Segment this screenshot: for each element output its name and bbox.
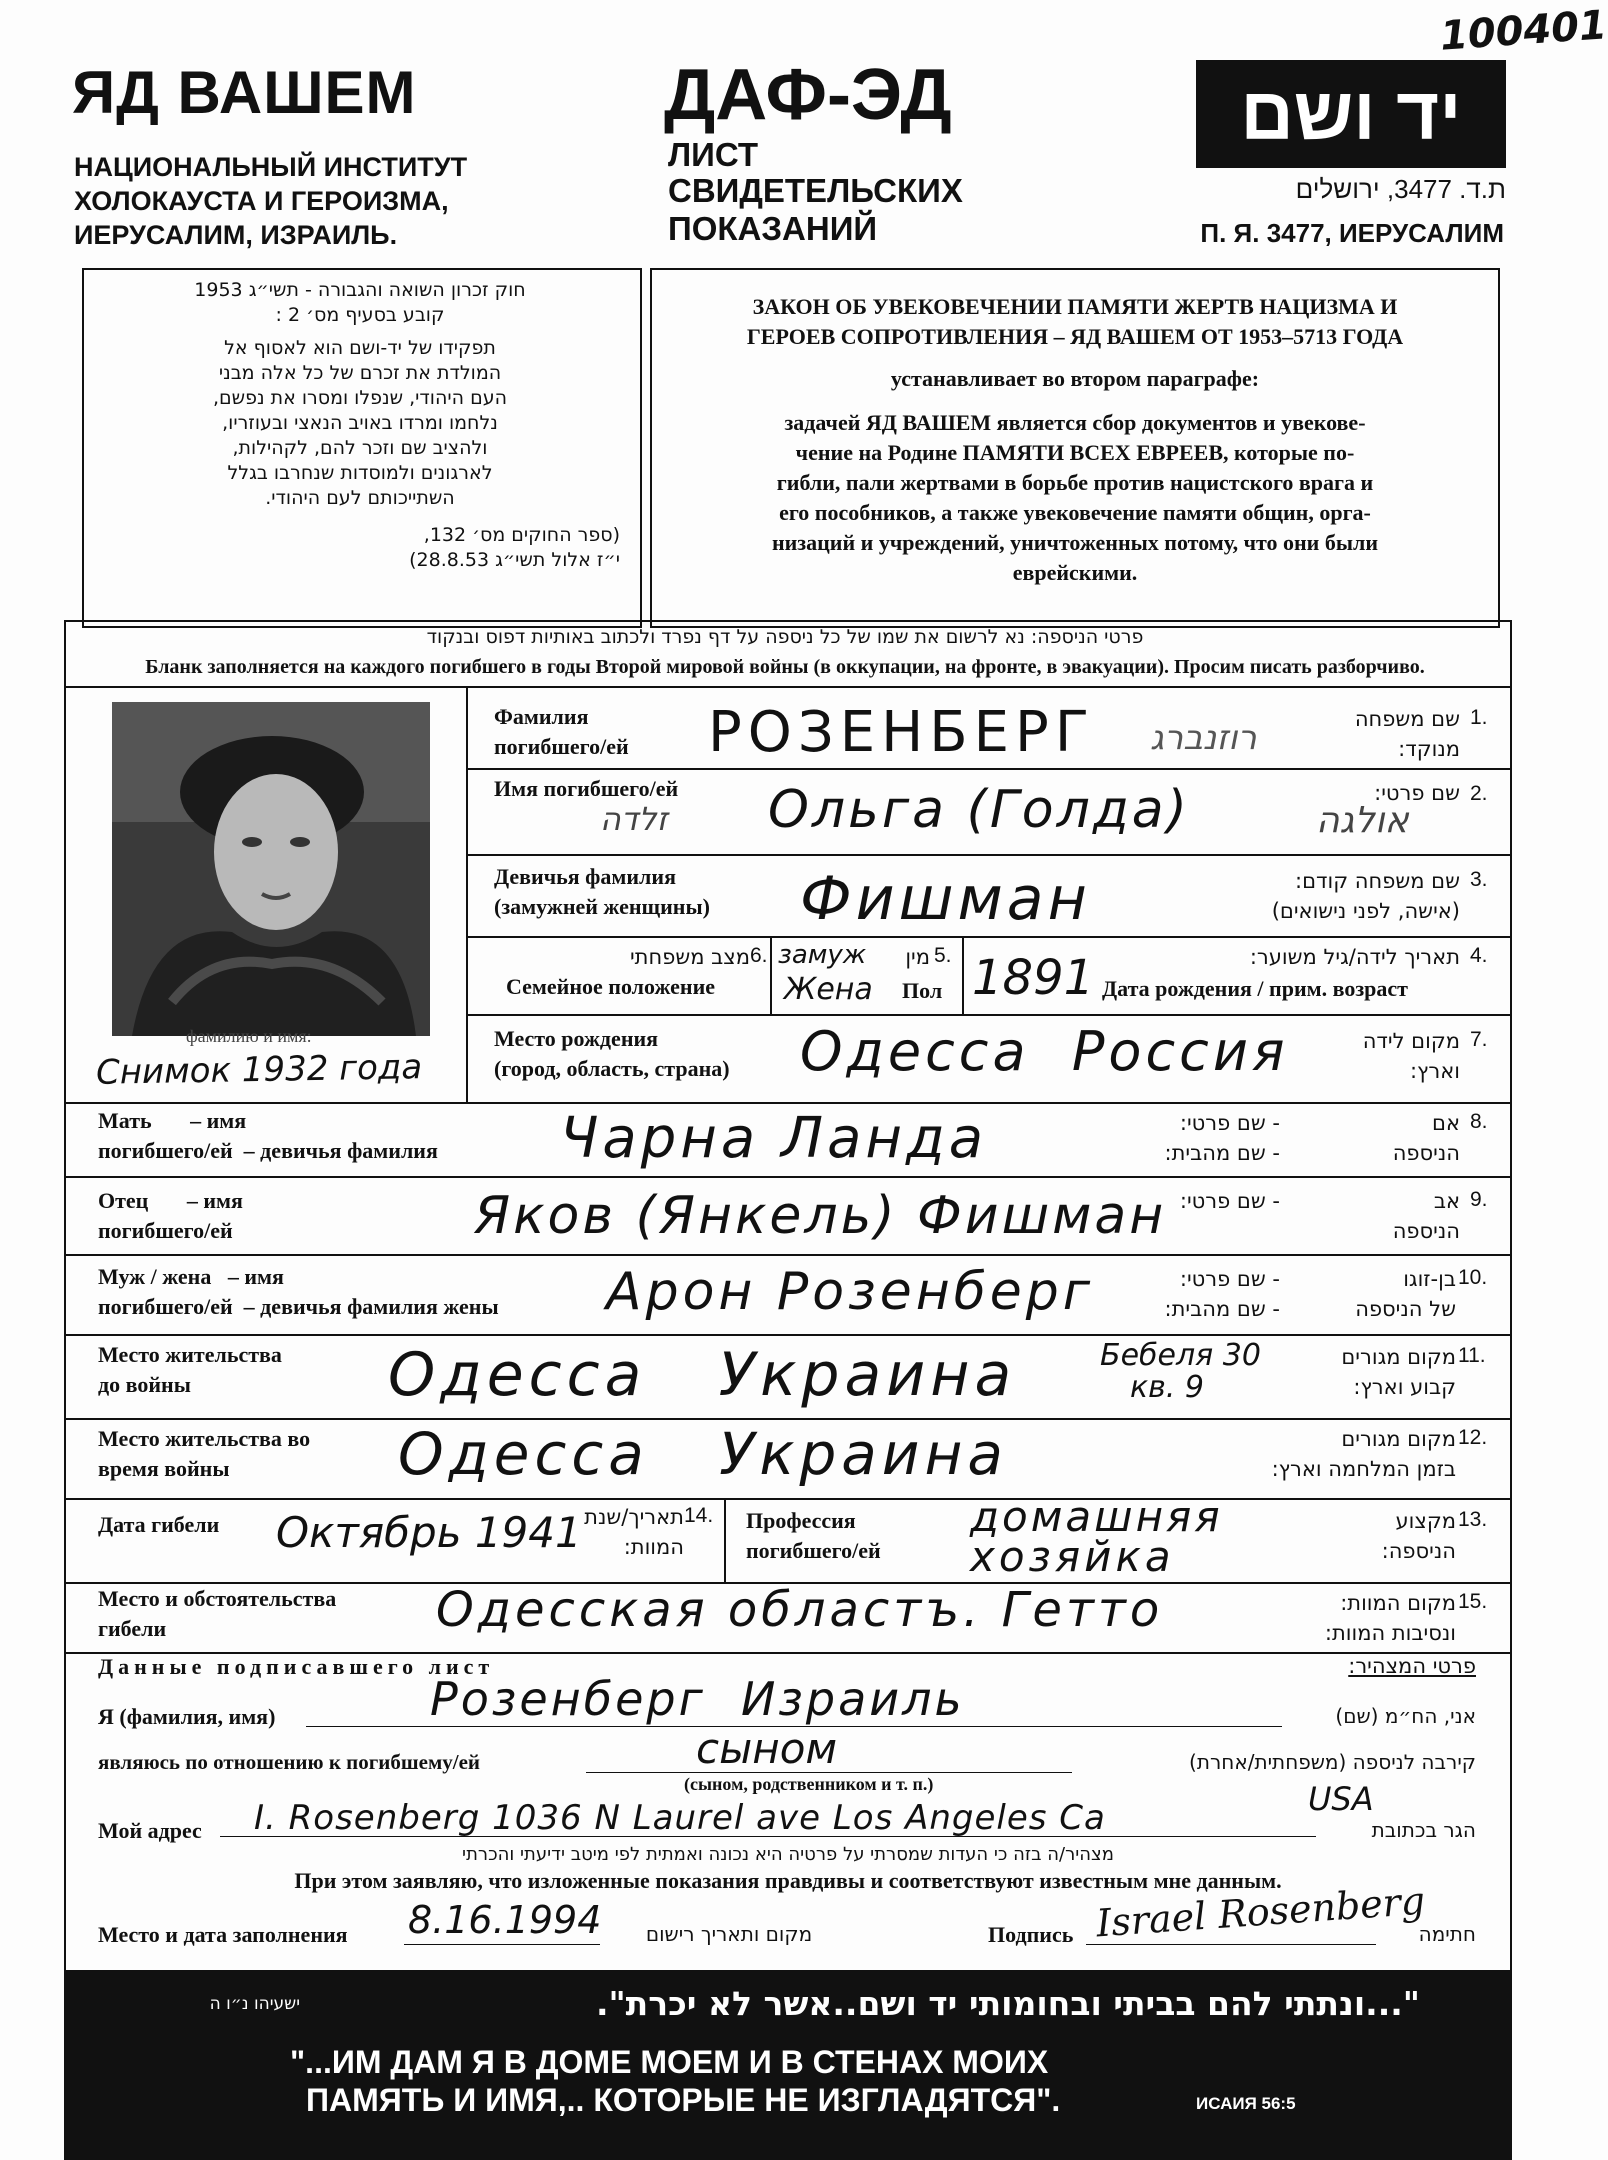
f8-label-he-1: - שם פרטי: [1179, 1111, 1280, 1135]
law-he-body-6: לארגונים ולמוסדות שנחרבו בגלל [227, 462, 493, 484]
declaration-russian: При этом заявляю, что изложенные показания правдивы и соответствуют известным мне данным. [294, 1868, 1282, 1893]
law-he-ref-1: (ספר החוקים מס׳ 132, [423, 524, 620, 546]
f9-value[interactable]: Яков (Янкель) Фишман [474, 1186, 1167, 1246]
footer-hebrew-ref: ישעיהו נ״ו ה [209, 1994, 300, 2014]
f14-label-he-2: המוות: [623, 1535, 684, 1559]
law-he-title-2: קובע בסעיף מס׳ 2 : [275, 304, 445, 326]
f9-label-he2-1: אב [1433, 1189, 1460, 1213]
f3-number: 3. [1470, 868, 1488, 891]
f2-label-ru: Имя погибшего/ей [494, 776, 679, 801]
f11-value[interactable]: Одесса Украина [388, 1340, 1017, 1410]
f11-label-he-2: קבוע וארץ: [1353, 1375, 1456, 1399]
f12-label-ru-1: Место жительства во [98, 1426, 311, 1451]
law-ru-body-3: гибли, пали жертвами в борьбе против нацистского врага и [776, 470, 1374, 495]
f5-number: 5. [934, 944, 952, 967]
law-he-body-2: המולדת את זכרם של כל אלה מבני [218, 362, 502, 384]
f15-label-he-1: מקום המוות: [1340, 1591, 1456, 1615]
f14-label-he-1: תאריך/שנת [584, 1505, 684, 1529]
f10-number: 10. [1458, 1266, 1488, 1289]
f11-label-he-1: מקום מגורים [1341, 1345, 1456, 1369]
f12-value[interactable]: Одесса Украина [398, 1420, 1008, 1488]
law-he-body-4: נלחמו ומרדו באויב הנאצי ובעוזריו, [222, 412, 498, 434]
photo-caption: Снимок 1932 года [95, 1047, 423, 1093]
f2-value-hebrew-2[interactable]: אולגה [1316, 800, 1409, 841]
left-subtitle-1: НАЦИОНАЛЬНЫЙ ИНСТИТУТ [74, 152, 468, 182]
law-ru-body-6: еврейскими. [1012, 560, 1138, 585]
f1-label-he-2: מנוקד: [1398, 737, 1460, 761]
f9-label-ru-1: Отец – имя [98, 1188, 243, 1213]
law-ru-title-1: ЗАКОН ОБ УВЕКОВЕЧЕНИИ ПАМЯТИ ЖЕРТВ НАЦИЗМА И [752, 294, 1398, 319]
law-he-body-3: העם היהודי, שנפלו ומסרו את נפשם, [212, 387, 508, 409]
f7-value[interactable]: Одесса Россия [800, 1020, 1289, 1083]
f8-label-ru-1: Мать – имя [98, 1108, 247, 1133]
f9-label-ru-2: погибшего/ей [98, 1218, 233, 1243]
f3-label-he-2: (אישה, לפני נישואים) [1271, 899, 1460, 923]
law-he-title-1: חוק זכרון השואה והגבורה - תשי״ג 1953 [194, 279, 526, 301]
law-ru-body-5: низаций и учреждений, уничтоженных потому, что они были [771, 530, 1379, 555]
f10-label-he2-2: של הניספה [1355, 1297, 1456, 1321]
submitter-heading-hebrew: פרטי המצהיר: [1348, 1654, 1476, 1678]
f3-value[interactable]: Фишман [800, 864, 1091, 934]
f5-label-ru: Пол [902, 978, 943, 1003]
f12-label-he-1: מקום מגורים [1341, 1427, 1456, 1451]
law-ru-body-1: задачей ЯД ВАШЕМ является сбор документов и увекове- [784, 410, 1366, 435]
f10-label-ru-1: Муж / жена – имя [98, 1264, 284, 1289]
f7-label-he-1: מקום לידה [1362, 1029, 1460, 1053]
f15-value[interactable]: Одесская областъ. Гетто [436, 1582, 1164, 1638]
f2-value[interactable]: Ольга (Голда) [768, 780, 1190, 840]
f11-label-ru-1: Место жительства [98, 1342, 282, 1367]
left-subtitle-2: ХОЛОКАУСТА И ГЕРОИЗМА, [74, 186, 449, 216]
f6-number: 6. [750, 944, 768, 967]
f8-value[interactable]: Чарна Ланда [560, 1106, 988, 1171]
f9-number: 9. [1470, 1188, 1488, 1211]
footer-russian-line-2: ПАМЯТЬ И ИМЯ,.. КОТОРЫЕ НЕ ИЗГЛАДЯТСЯ". [306, 2082, 1061, 2118]
name-label-hebrew: אני, הח״מ (שם) [1335, 1704, 1476, 1728]
f7-number: 7. [1470, 1028, 1488, 1051]
portrait-image [112, 702, 430, 1036]
f15-label-ru-2: гибели [98, 1616, 167, 1641]
f5-value-2[interactable]: Жена [784, 972, 873, 1007]
f1-label-ru-2: погибшего/ей [494, 734, 629, 759]
f13-label-ru-2: погибшего/ей [746, 1538, 881, 1563]
f10-label-he2-1: בן-זוגו [1403, 1267, 1456, 1291]
archive-number: 100401 [1438, 2, 1608, 60]
place-date-label: Место и дата заполнения [98, 1922, 348, 1947]
law-ru-body-4: его пособников, а также увековечение памяти общин, орга- [779, 500, 1371, 525]
footer-russian-ref: ИСАИЯ 56:5 [1196, 2094, 1296, 2113]
left-subtitle-3: ИЕРУСАЛИМ, ИЗРАИЛЬ. [74, 220, 398, 250]
f4-label-ru: Дата рождения / прим. возраст [1102, 976, 1408, 1001]
f13-label-he-2: הניספה: [1381, 1539, 1456, 1563]
declaration-hebrew: מצהיר/ה בזה כי העדות שמסרתי על פרטיה היא נכונה ואמתית לפי מיטב ידיעתי והכרתי [462, 1844, 1114, 1865]
law-he-body-5: ולהציב שם וזכר להם, לקהילות, [232, 437, 488, 459]
f5-value-1[interactable]: замуж [778, 940, 867, 970]
f2-label-he: שם פרטי: [1374, 781, 1460, 805]
f2-number: 2. [1470, 782, 1488, 805]
relation-label: являюсь по отношению к погибшему/ей [98, 1750, 481, 1774]
f13-value-1[interactable]: домашняя [970, 1492, 1223, 1541]
f7-label-ru-2: (город, область, страна) [494, 1056, 730, 1081]
f11-number: 11. [1458, 1344, 1486, 1367]
f13-number: 13. [1458, 1508, 1488, 1531]
f8-number: 8. [1470, 1110, 1488, 1133]
f9-label-he2-2: הניספה [1392, 1219, 1460, 1243]
victim-photo [112, 702, 430, 1036]
photo-under-label: фамилию и имя: [186, 1026, 312, 1046]
instructions-hebrew: פרטי הניספה: נא לרשום את שמו של כל ניספה על דף נפרד ולכתוב באותיות דפוס ובנקוד [426, 626, 1144, 648]
law-he-ref-2: י״ז אלול תשי״ג 28.8.53) [409, 549, 620, 571]
yad-vashem-logo [1196, 60, 1506, 168]
address-label: Мой адрес [98, 1818, 202, 1843]
left-title: ЯД ВАШЕМ [72, 59, 417, 126]
f13-label-ru-1: Профессия [746, 1508, 856, 1533]
law-ru-title-2: ГЕРОЕВ СОПРОТИВЛЕНИЯ – ЯД ВАШЕМ ОТ 1953–5713 ГОДА [746, 324, 1404, 349]
logo-text: יד ושם [1240, 72, 1462, 155]
footer-hebrew-quote: "...ונתתי להם בביתי ובחומותי יד ושם..אשר לא יכרת". [595, 1984, 1420, 2023]
form-subtitle-3: ПОКАЗАНИЙ [668, 210, 878, 247]
address-country[interactable]: USA [1308, 1780, 1374, 1818]
f10-label-he-1: - שם פרטי: [1179, 1267, 1280, 1291]
f8-label-he-2: - שם מהבית: [1164, 1141, 1280, 1165]
f4-value[interactable]: 1891 [972, 950, 1095, 1006]
f15-label-ru-1: Место и обстоятельства [98, 1586, 337, 1611]
form-subtitle-2: СВИДЕТЕЛЬСКИХ [668, 172, 963, 209]
f11-value-extra-1[interactable]: Бебеля 30 [1100, 1338, 1261, 1373]
name-value[interactable]: Розенберг Израиль [430, 1672, 965, 1726]
f10-label-ru-2: погибшего/ей – девичья фамилия жены [98, 1294, 499, 1319]
f8-label-he2-2: הניספה [1392, 1141, 1460, 1165]
f4-number: 4. [1470, 944, 1488, 967]
f1-label-ru-1: Фамилия [494, 704, 589, 729]
f1-number: 1. [1470, 706, 1488, 729]
f3-label-he-1: שם משפחה קודם: [1295, 869, 1460, 893]
address-value[interactable]: I. Rosenberg 1036 N Laurel ave Los Angeles Ca [254, 1798, 1106, 1838]
f10-value[interactable]: Арон Розенберг [606, 1262, 1095, 1322]
f11-value-extra-2[interactable]: кв. 9 [1130, 1370, 1204, 1405]
f11-label-ru-2: до войны [98, 1372, 191, 1397]
f5-label-he: מין [905, 945, 930, 969]
relation-label-hebrew: קירבה לניספה (משפחתית/אחרת) [1189, 1750, 1476, 1774]
f1-label-he-1: שם משפחה [1354, 707, 1460, 731]
f12-label-he-2: בזמן המלחמה וארץ: [1271, 1457, 1456, 1481]
f2-value-hebrew-1[interactable]: זלדה [600, 800, 668, 838]
signature-value[interactable]: Israel Rosenberg [1094, 1878, 1427, 1946]
f4-label-he: תאריך לידה/גיל משוער: [1249, 945, 1460, 969]
f14-number: 14. [684, 1504, 714, 1527]
place-date-label-hebrew: מקום ותאריך רישום [645, 1922, 813, 1946]
place-date-value[interactable]: 8.16.1994 [408, 1898, 602, 1942]
name-label: Я (фамилия, имя) [98, 1704, 276, 1729]
footer-russian-line-1: "...ИМ ДАМ Я В ДОМЕ МОЕМ И В СТЕНАХ МОИХ [290, 2044, 1049, 2080]
f14-label-ru: Дата гибели [98, 1512, 220, 1537]
po-box-russian: П. Я. 3477, ИЕРУСАЛИМ [1200, 218, 1504, 248]
f13-label-he-1: מקצוע [1395, 1509, 1456, 1533]
f7-label-he-2: וארץ: [1409, 1059, 1460, 1083]
f8-label-he2-1: אם [1432, 1111, 1460, 1135]
f6-label-ru: Семейное положение [506, 974, 716, 999]
f7-label-ru-1: Место рождения [494, 1026, 659, 1051]
relation-value[interactable]: сыном [696, 1724, 838, 1773]
law-he-body-7: השתייכותם לעם היהודי. [265, 487, 455, 509]
f3-label-ru-2: (замужней женщины) [494, 894, 710, 919]
instructions-russian: Бланк заполняется на каждого погибшего в годы Второй мировой войны (в оккупации, на фронте, в эвакуации). Просим писать разборчиво. [145, 656, 1425, 678]
law-ru-intro: устанавливает во втором параграфе: [890, 366, 1260, 391]
signature-label: Подпись [988, 1922, 1074, 1947]
f1-value-hebrew[interactable]: רוזנברג [1150, 718, 1257, 758]
f15-label-he-2: ונסיבות המוות: [1324, 1621, 1456, 1645]
f8-label-ru-2: погибшего/ей – девичья фамилия [98, 1138, 438, 1163]
form-title: ДАФ-ЭД [664, 55, 952, 135]
f1-value[interactable]: РОЗЕНБЕРГ [708, 700, 1095, 765]
address-label-hebrew: הגר בכתובת [1371, 1818, 1476, 1842]
f6-label-he: מצב משפחתי [629, 945, 750, 969]
f15-number: 15. [1458, 1590, 1488, 1613]
f3-label-ru-1: Девичья фамилия [494, 864, 676, 889]
law-ru-body-2: чение на Родине ПАМЯТИ ВСЕХ ЕВРЕЕВ, которые по- [795, 440, 1355, 465]
relation-hint: (сыном, родственником и т. п.) [684, 1774, 934, 1794]
form-subtitle-1: ЛИСТ [668, 136, 759, 173]
signature-label-hebrew: חתימה [1418, 1922, 1476, 1946]
f14-value[interactable]: Октябрь 1941 [276, 1508, 582, 1557]
f9-label-he-1: - שם פרטי: [1179, 1189, 1280, 1213]
f10-label-he-2: - שם מהבית: [1164, 1297, 1280, 1321]
f12-number: 12. [1458, 1426, 1488, 1449]
submitter-heading: Данные подписавшего лист [98, 1654, 495, 1679]
f12-label-ru-2: время войны [98, 1456, 230, 1481]
f13-value-2[interactable]: хозяйка [970, 1532, 1175, 1581]
po-box-hebrew: ת.ד. 3477, ירושלים [1295, 174, 1506, 204]
law-he-body-1: תפקידו של יד-ושם הוא לאסוף אל [224, 337, 496, 359]
